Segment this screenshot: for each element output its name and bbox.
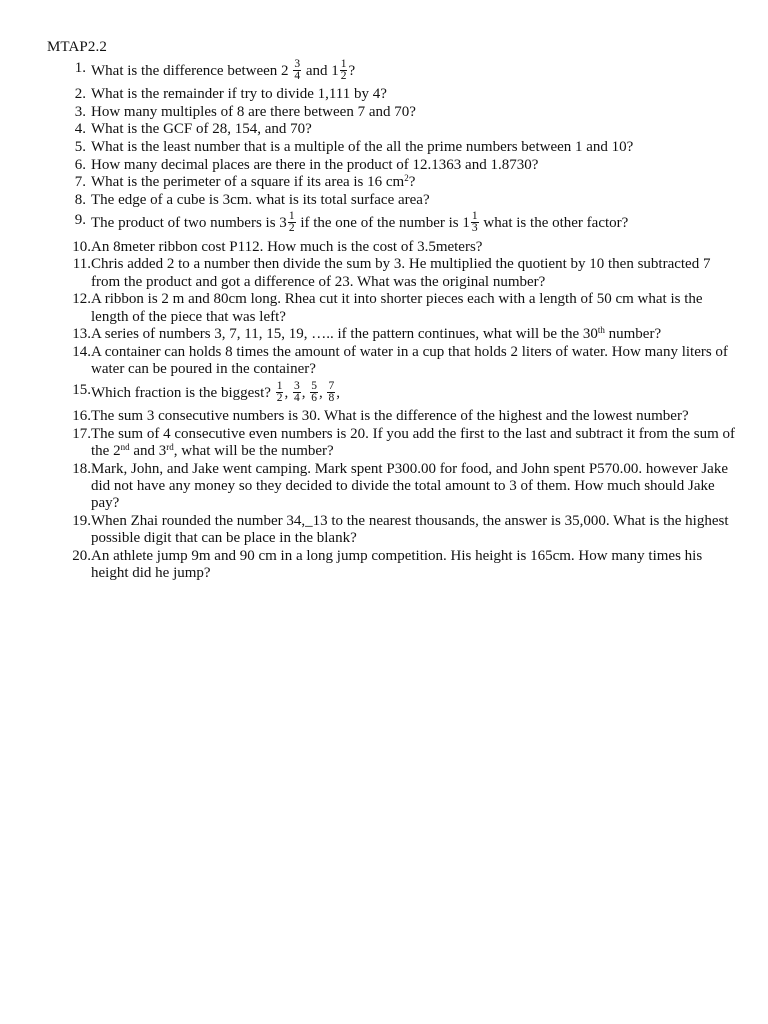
question-16: 16. The sum 3 consecutive numbers is 30. What is the difference of the highest and the lowest number?: [0, 408, 740, 425]
page-title: MTAP2.2: [47, 39, 107, 55]
question-number: 16.: [72, 407, 91, 424]
question-number: 14.: [72, 343, 91, 360]
question-number: 13.: [72, 326, 91, 343]
question-number: 11.: [72, 256, 91, 273]
question-number: 15.: [72, 381, 91, 398]
question-number: 20.: [72, 547, 91, 564]
question-18: 18. Mark, John, and Jake went camping. Mark spent P300.00 for food, and John spent P570.00. however Jake did not have any money so they decided to divide the total amount to 3 of them. How much should Jake pay?: [0, 461, 740, 513]
fraction: $\frac{7}{8}$: [328, 379, 335, 404]
question-number: 1.: [74, 60, 86, 76]
question-number: 7.: [74, 174, 86, 191]
question-8: 8. The edge of a cube is 3cm. what is its total surface area?: [0, 192, 740, 209]
question-number: 2.: [74, 86, 86, 103]
question-number: 5.: [74, 138, 86, 155]
question-4: 4. What is the GCF of 28, 154, and 70?: [0, 121, 740, 138]
fraction: $\frac{1}{2}$: [340, 58, 347, 82]
question-number: 9.: [74, 212, 86, 229]
question-2: 2. What is the remainder if try to divide 1,111 by 4?: [0, 86, 740, 103]
question-6: 6. How many decimal places are there in the product of 12.1363 and 1.8730?: [0, 157, 740, 174]
question-3: 3. How many multiples of 8 are there between 7 and 70?: [0, 104, 740, 121]
fraction: $\frac{1}{2}$: [288, 210, 295, 235]
question-number: 8.: [74, 191, 86, 208]
question-12: 12. A ribbon is 2 m and 80cm long. Rhea cut it into shorter pieces each with a length of 50 cm what is the length of the piece that was left?: [0, 291, 740, 326]
fraction: $\frac{3}{4}$: [294, 58, 301, 82]
question-number: 12.: [72, 291, 91, 308]
question-10: 10. An 8meter ribbon cost P112. How much is the cost of 3.5meters?: [0, 239, 740, 256]
fraction: $\frac{1}{3}$: [471, 210, 478, 235]
question-number: 17.: [72, 425, 91, 442]
question-7: 7. What is the perimeter of a square if its area is 16 $cm^2$?: [0, 174, 740, 191]
question-number: 18.: [72, 460, 91, 477]
question-20: 20. An athlete jump 9m and 90 cm in a long jump competition. His height is 165cm. How many times his height did he jump?: [0, 548, 740, 583]
fraction: $\frac{5}{6}$: [311, 379, 317, 404]
question-1: 1. What is the difference between 2 $\frac{3}{4}$ and 1 $\frac{1}{2}$ ?: [0, 57, 740, 86]
question-15: 15. Which fraction is the biggest? $\frac{1}{2}$ , $\frac{3}{4}$ , $\frac{5}{6}$ , $\frac{7}{8}$ ,: [0, 379, 740, 408]
question-number: 4.: [74, 121, 86, 138]
question-list: [0, 57, 740, 583]
question-number: 6.: [74, 156, 86, 173]
question-13: 13. A series of numbers 3, 7, 11, 15, 19, ….. if the pattern continues, what will be the 30th number?: [0, 326, 740, 343]
question-11: 11. Chris added 2 to a number then divide the sum by 3. He multiplied the quotient by 10 then subtracted 7 from the product and got a difference of 23. What was the original number?: [0, 256, 740, 291]
question-14: 14. A container can holds 8 times the amount of water in a cup that holds 2 liters of water. How many liters of water can be poured in the container?: [0, 344, 740, 379]
question-5: 5. What is the least number that is a multiple of the all the prime numbers between 1 and 10?: [0, 139, 740, 156]
question-number: 19.: [72, 512, 91, 529]
question-19: 19. When Zhai rounded the number 34,_13 to the nearest thousands, the answer is 35,000. What is the highest possible digit that can be place in the blank?: [0, 513, 740, 548]
question-9: 9. The product of two numbers is 3 $\frac{1}{2}$ if the one of the number is 1 $\frac{1}{3}$ what is the other factor?: [0, 209, 740, 238]
question-number: 10.: [72, 238, 91, 255]
question-17: 17. The sum of 4 consecutive even numbers is 20. If you add the first to the last and subtract it from the sum of the 2nd and 3rd, what will be the number?: [0, 426, 740, 461]
fraction: $\frac{3}{4}$: [293, 379, 300, 404]
question-number: 3.: [74, 103, 86, 120]
fraction: $\frac{1}{2}$: [276, 379, 283, 404]
